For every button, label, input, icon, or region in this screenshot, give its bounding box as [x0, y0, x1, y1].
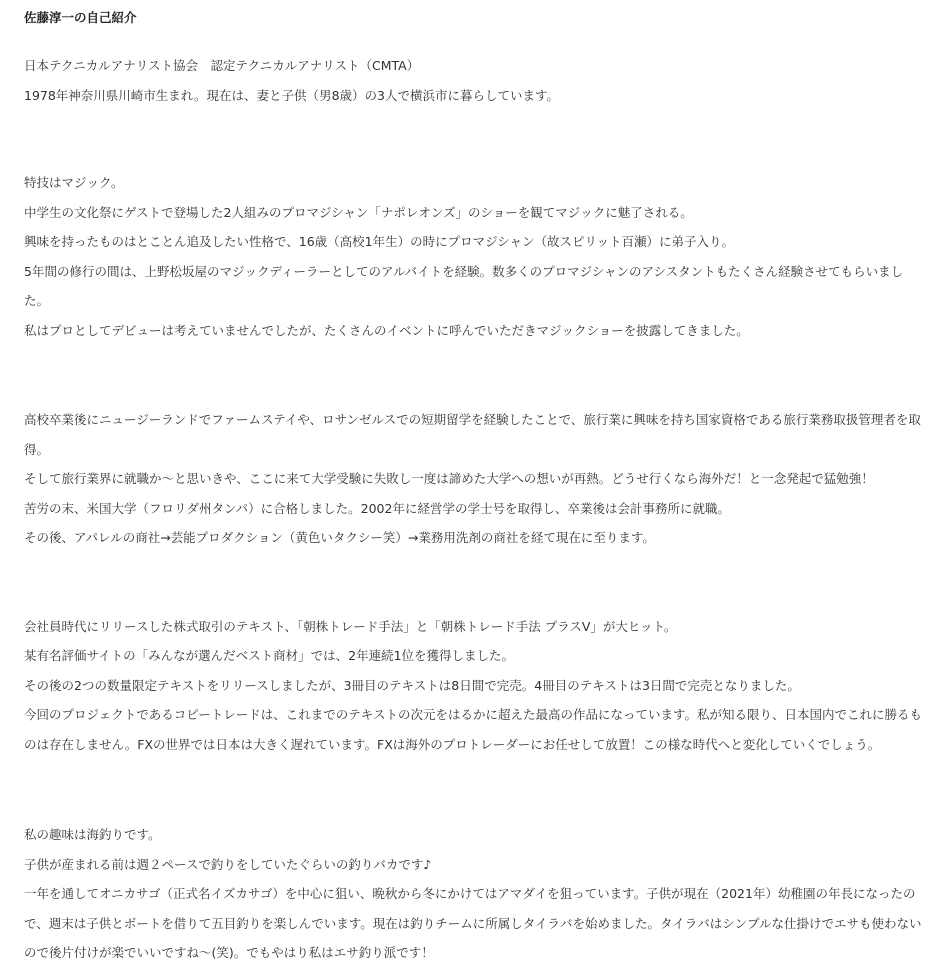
paragraph-line: 中学生の文化祭にゲストで登場した2人組みのプロマジシャン「ナポレオンズ」のショーを観てマジックに魅了される。 [24, 204, 693, 220]
paragraph-line: 会社員時代にリリースした株式取引のテキスト、「朝株トレード手法」と「朝株トレード手法 プラスV」が大ヒット。 [24, 618, 677, 634]
paragraph-line: 一年を通してオニカサゴ（正式名イズカサゴ）を中心に狙い、晩秋から冬にかけてはアマダイを狙っています。子供が現在（2021年）幼稚園の年長になったので、週末は子供とボートを借りて五目釣りを楽しんでいます。現在は釣りチームに所属しタイラバを始めました。タイラバはシンプルな仕掛けでエサも使わないので後片付けが楽でいいですね～(笑)。でもやはり私はエサ釣り派です！ [24, 886, 922, 960]
paragraph-line: 日本テクニカルアナリスト協会 認定テクニカルアナリスト（CMTA） [24, 58, 420, 73]
spacer [24, 110, 925, 168]
paragraph-line: その後の2つの数量限定テキストをリリースしましたが、3冊目のテキストは8日間で完売。4冊目のテキストは3日間で完売となりました。 [24, 677, 800, 693]
paragraph-line: 苦労の末、米国大学（フロリダ州タンパ）に合格しました。2002年に経営学の学士号を取得し、卒業後は会計事務所に就職。 [24, 500, 730, 516]
paragraph-line: 1978年神奈川県川崎市生まれ。現在は、妻と子供（男8歳）の3人で横浜市に暮らしています。 [24, 87, 559, 103]
paragraph-line: 某有名評価サイトの「みんなが選んだベスト商材」では、2年連続1位を獲得しました。 [24, 648, 515, 663]
page-title: 佐藤淳一の自己紹介 [24, 10, 137, 25]
section-education-career [24, 405, 925, 553]
paragraph-line: 特技はマジック。 [24, 175, 124, 190]
paragraph-line: その後、アパレルの商社→芸能プロダクション（黄色いタクシー笑）→業務用洗剤の商社を経て現在に至ります。 [24, 530, 655, 545]
paragraph-line: 5年間の修行の間は、上野松坂屋のマジックディーラーとしてのアルバイトを経験。数多くのプロマジシャンのアシスタントもたくさん経験させてもらいました。 [24, 263, 904, 308]
paragraph-line: 高校卒業後にニュージーランドでファームステイや、ロサンゼルスでの短期留学を経験したことで、旅行業に興味を持ち国家資格である旅行業務取扱管理者を取得。 [24, 412, 921, 457]
section-magic [24, 168, 925, 345]
section-credentials [24, 51, 925, 110]
section-trading-texts [24, 612, 925, 760]
paragraph-line: 私はプロとしてデビューは考えていませんでしたが、たくさんのイベントに呼んでいただきマジックショーを披露してきました。 [24, 322, 749, 338]
section-hobby [24, 820, 925, 968]
paragraph-line: 興味を持ったものはとことん追及したい性格で、16歳（高校1年生）の時にプロマジシャン（故スピリット百瀬）に弟子入り。 [24, 234, 735, 249]
spacer [24, 553, 925, 612]
spacer [24, 345, 925, 405]
paragraph-line: そして旅行業界に就職か～と思いきや、ここに来て大学受験に失敗し一度は諦めた大学への想いが再熱。どうせ行くなら海外だ！と一念発起で猛勉強！ [24, 471, 874, 486]
paragraph-line: 今回のプロジェクトであるコピートレードは、これまでのテキストの次元をはるかに超えた最高の作品になっています。私が知る限り、日本国内でこれに勝るものは存在しません。FXの世界では日本は大きく遅れています。FXは海外のプロトレーダーにお任せして放置！この様な時代へと変化していくでしょう。 [24, 707, 923, 752]
spacer [24, 759, 925, 820]
paragraph-line: 子供が産まれる前は週２ペースで釣りをしていたぐらいの釣りバカです♪ [24, 856, 432, 872]
paragraph-line: 私の趣味は海釣りです。 [24, 827, 161, 842]
